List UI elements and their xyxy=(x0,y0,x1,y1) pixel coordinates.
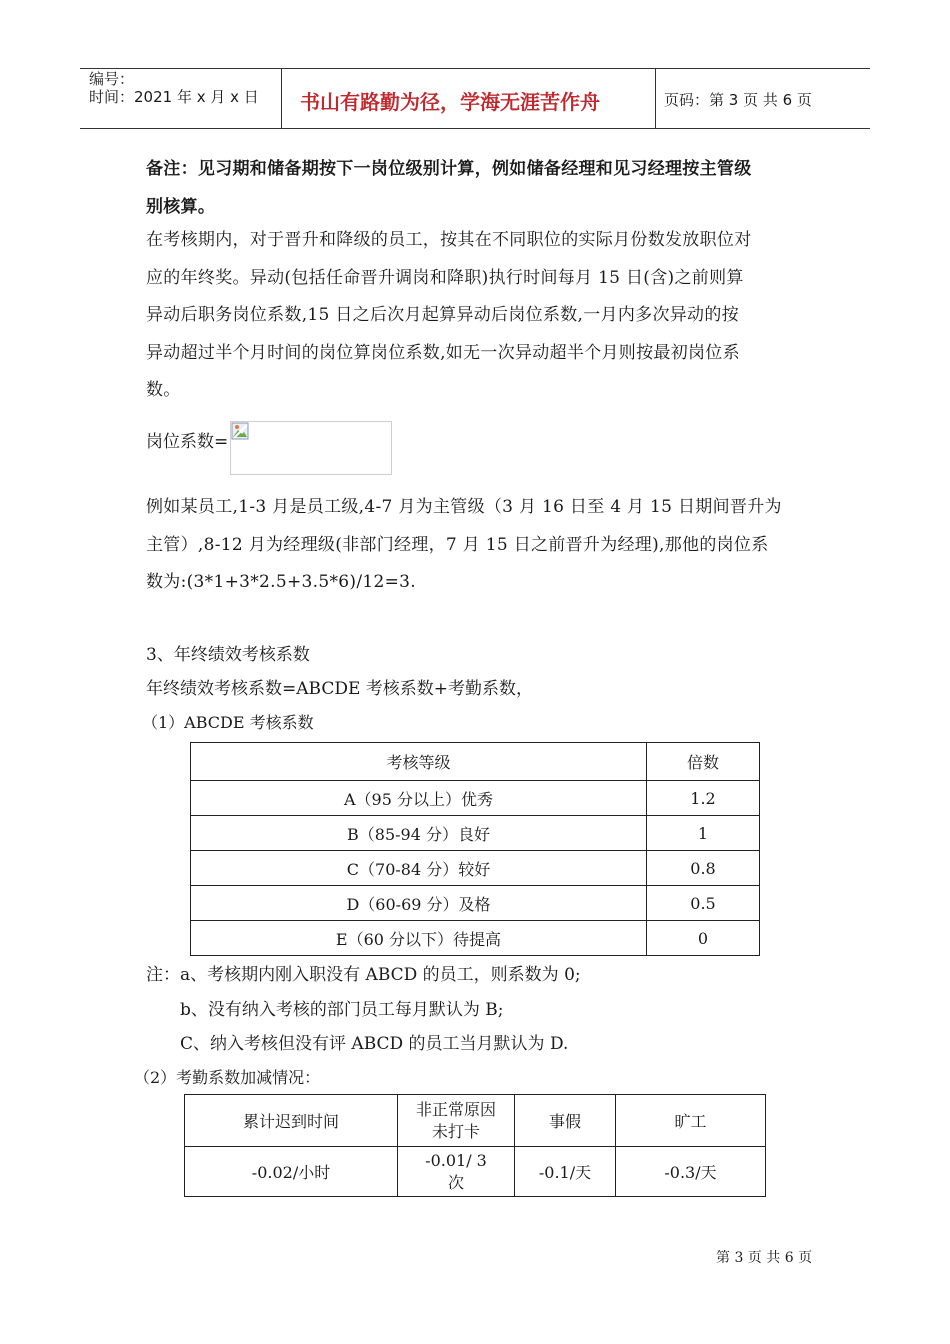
doc-number-label: 编号： xyxy=(89,70,135,88)
deduction-cell: -0.3/天 xyxy=(616,1147,766,1197)
deduction-cell: -0.02/小时 xyxy=(185,1147,398,1197)
table-row xyxy=(191,921,760,956)
grade-cell: E（60 分以下）待提高 xyxy=(191,921,647,956)
paragraph-line: 异动后职务岗位系数,15 日之后次月起算异动后岗位系数,一月内多次异动的按 xyxy=(146,305,739,325)
multiplier-cell: 0 xyxy=(647,921,760,956)
multiplier-cell: 0.5 xyxy=(647,886,760,921)
table-header-cell: 累计迟到时间 xyxy=(185,1095,398,1147)
paragraph-line: 数。 xyxy=(146,380,181,400)
header-divider xyxy=(281,68,282,128)
table-header-cell: 事假 xyxy=(515,1095,616,1147)
remark-line: 别核算。 xyxy=(146,197,216,217)
grade-cell: C（70-84 分）较好 xyxy=(191,851,647,886)
multiplier-cell: 1 xyxy=(647,816,760,851)
header-top-rule xyxy=(80,68,870,69)
grade-cell: D（60-69 分）及格 xyxy=(191,886,647,921)
paragraph-line: 例如某员工,1-3 月是员工级,4-7 月为主管级（3 月 16 日至 4 月 15 日期间晋升为 xyxy=(146,497,782,517)
formula-image-placeholder xyxy=(230,421,392,475)
subsection-title: （2）考勤系数加减情况： xyxy=(134,1068,321,1087)
paragraph-line: 主管）,8-12 月为经理级(非部门经理，7 月 15 日之前晋升为经理),那他的岗位系 xyxy=(146,534,769,555)
paragraph-line: 数为:(3*1+3*2.5+3.5*6)/12=3. xyxy=(146,572,416,592)
table-header-cell: 倍数 xyxy=(647,743,760,781)
remark-line: 备注：见习期和储备期按下一岗位级别计算，例如储备经理和见习经理按主管级 xyxy=(146,159,752,179)
table-header-cell: 旷工 xyxy=(616,1095,766,1147)
promotion-paragraph xyxy=(146,222,816,410)
header-bottom-rule xyxy=(80,128,870,129)
paragraph-line: 应的年终奖。异动(包括任命晋升调岗和降职)执行时间每月 15 日(含)之前则算 xyxy=(146,267,744,288)
grade-cell: A（95 分以上）优秀 xyxy=(191,781,647,816)
note-c: C、纳入考核但没有评 ABCD 的员工当月默认为 D. xyxy=(180,1034,569,1054)
deduction-cell: -0.1/天 xyxy=(515,1147,616,1197)
table-row xyxy=(191,781,760,816)
example-paragraph xyxy=(146,489,816,602)
table-header-cell: 考核等级 xyxy=(191,743,647,781)
table-header-cell: 非正常原因 未打卡 xyxy=(398,1095,515,1147)
section-title: 3、年终绩效考核系数 xyxy=(146,645,310,665)
remark-block xyxy=(146,150,816,226)
table-row xyxy=(191,851,760,886)
formula-label: 岗位系数= xyxy=(146,432,229,452)
multiplier-cell: 0.8 xyxy=(647,851,760,886)
header-page-info: 页码：第 3 页 共 6 页 xyxy=(664,91,812,109)
section-formula: 年终绩效考核系数=ABCDE 考核系数+考勤系数， xyxy=(146,679,534,699)
table-header-row xyxy=(185,1095,766,1147)
deduction-cell: -0.01/ 3 次 xyxy=(398,1147,515,1197)
broken-image-icon xyxy=(231,422,249,440)
footer-page-number: 第 3 页 共 6 页 xyxy=(716,1250,813,1266)
table-row xyxy=(191,886,760,921)
note-a: 注：a、考核期内刚入职没有 ABCD 的员工，则系数为 0; xyxy=(146,965,581,985)
paragraph-line: 异动超过半个月时间的岗位算岗位系数,如无一次异动超半个月则按最初岗位系 xyxy=(146,342,740,363)
table-row xyxy=(191,816,760,851)
note-b: b、没有纳入考核的部门员工每月默认为 B; xyxy=(180,1000,504,1020)
paragraph-line: 在考核期内，对于晋升和降级的员工，按其在不同职位的实际月份数发放职位对 xyxy=(146,230,752,250)
subsection-title: （1）ABCDE 考核系数 xyxy=(142,713,314,732)
header-motto: 书山有路勤为径，学海无涯苦作舟 xyxy=(300,90,600,114)
attendance-table xyxy=(184,1094,766,1197)
multiplier-cell: 1.2 xyxy=(647,781,760,816)
table-row xyxy=(185,1147,766,1197)
header-divider xyxy=(655,68,656,128)
table-header-row xyxy=(191,743,760,781)
doc-date-label: 时间：2021 年 x 月 x 日 xyxy=(89,88,259,106)
grade-table xyxy=(190,742,760,956)
grade-cell: B（85-94 分）良好 xyxy=(191,816,647,851)
